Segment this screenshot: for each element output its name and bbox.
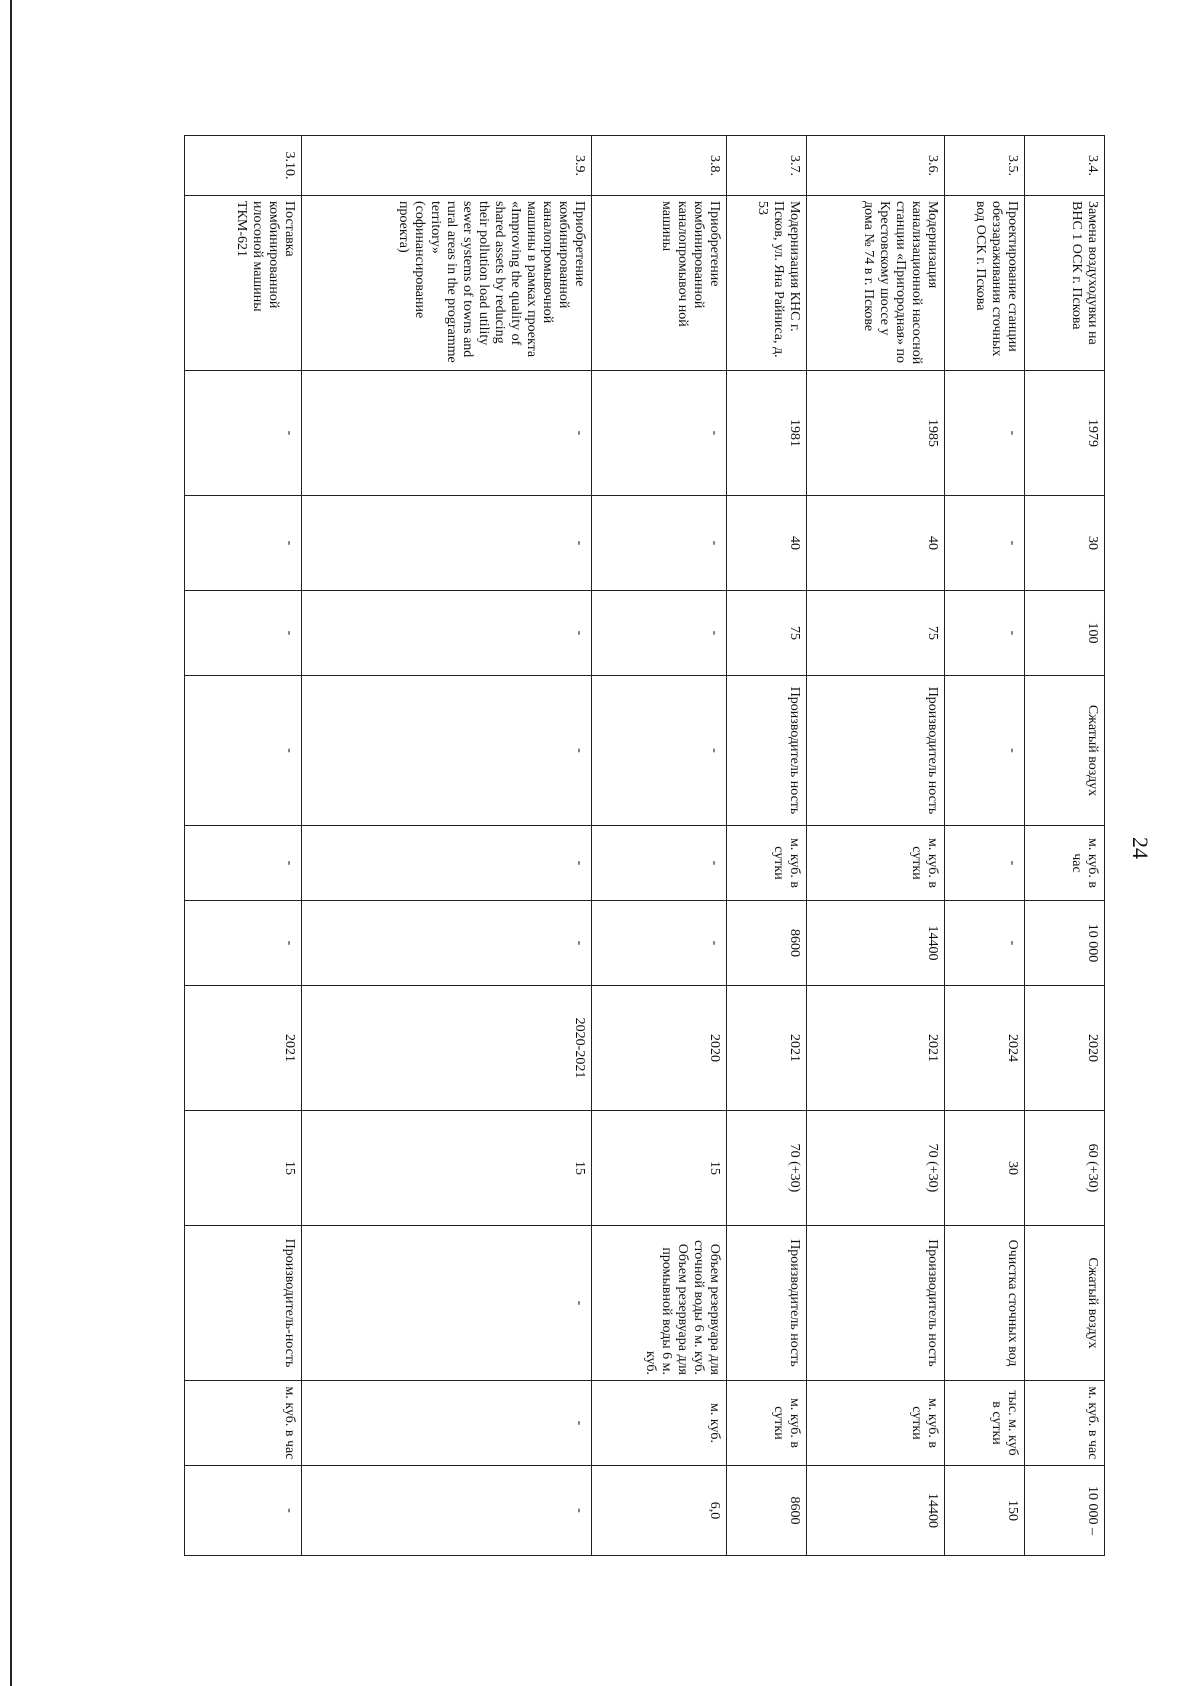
cell-no: 3.8.	[592, 136, 727, 196]
cell-val1: 10 000	[1025, 901, 1105, 986]
cell-param1: -	[185, 676, 302, 826]
cell-param2: Объем резервуара для сточной воды 6 м. куб. Объем резервуара для промывной воды 6 м. куб.	[592, 1226, 727, 1381]
cell-unit1: м. куб. в час	[1025, 826, 1105, 901]
cell-year: 1979	[1025, 371, 1105, 496]
cell-param2: Производитель ность	[807, 1226, 945, 1381]
page-number: 24	[1128, 837, 1153, 859]
cell-no: 3.4.	[1025, 136, 1105, 196]
cell-param1: -	[592, 676, 727, 826]
cell-val1: -	[592, 901, 727, 986]
table-row	[945, 136, 1025, 1556]
cell-val2: -	[185, 1466, 302, 1556]
cell-wear: 40	[727, 496, 807, 591]
cell-year: 1985	[807, 371, 945, 496]
table-body	[185, 136, 1105, 1556]
cell-c2: 70 (+30)	[727, 1111, 807, 1226]
cell-unit2: м. куб. в час	[1025, 1381, 1105, 1466]
cell-wear: 40	[807, 496, 945, 591]
cell-c1: -	[945, 591, 1025, 676]
cell-param2: Производитель-ность	[185, 1226, 302, 1381]
cell-period: 2020	[592, 986, 727, 1111]
cell-name: Приобретение комбинированной каналопромывочной машины в рамках проекта «Improving the quality of shared assets by reducing their pollution load utility sewer systems of towns and rural areas in the programme territory» (софинансирование проекта)	[302, 196, 592, 371]
cell-name: Замена воздуходувки на ВНС 1 ОСК г. Пскова	[1025, 196, 1105, 371]
cell-val2: 10 000 –	[1025, 1466, 1105, 1556]
cell-c1: 100	[1025, 591, 1105, 676]
cell-wear: -	[592, 496, 727, 591]
cell-c1: -	[185, 591, 302, 676]
cell-c2: 15	[592, 1111, 727, 1226]
cell-unit1: -	[945, 826, 1025, 901]
cell-unit1: м. куб. в сутки	[727, 826, 807, 901]
cell-val2: 6,0	[592, 1466, 727, 1556]
cell-param1: -	[945, 676, 1025, 826]
cell-val1: 14400	[807, 901, 945, 986]
cell-period: 2021	[185, 986, 302, 1111]
table-row	[185, 136, 302, 1556]
cell-no: 3.10.	[185, 136, 302, 196]
cell-unit2: м. куб.	[592, 1381, 727, 1466]
cell-unit2: м. куб. в сутки	[727, 1381, 807, 1466]
cell-unit2: м. куб. в сутки	[807, 1381, 945, 1466]
cell-c1: 75	[807, 591, 945, 676]
cell-period: 2024	[945, 986, 1025, 1111]
cell-unit2: тыс. м. куб в сутки	[945, 1381, 1025, 1466]
cell-val2: -	[302, 1466, 592, 1556]
cell-no: 3.7.	[727, 136, 807, 196]
table-row	[302, 136, 592, 1556]
table-row	[727, 136, 807, 1556]
measures-table	[184, 135, 1105, 1556]
table-row	[807, 136, 945, 1556]
cell-c2: 30	[945, 1111, 1025, 1226]
cell-name: Приобретение комбинированной каналопромывоч ной машины	[592, 196, 727, 371]
cell-val1: -	[302, 901, 592, 986]
cell-param1: Производитель ность	[807, 676, 945, 826]
cell-unit1: м. куб. в сутки	[807, 826, 945, 901]
cell-no: 3.6.	[807, 136, 945, 196]
cell-c1: 75	[727, 591, 807, 676]
cell-period: 2020-2021	[302, 986, 592, 1111]
cell-year: 1981	[727, 371, 807, 496]
cell-val2: 14400	[807, 1466, 945, 1556]
cell-unit1: -	[302, 826, 592, 901]
cell-period: 2021	[807, 986, 945, 1111]
cell-no: 3.9.	[302, 136, 592, 196]
cell-name: Модернизация КНС г. Псков, ул. Яна Райниса, д. 53	[727, 196, 807, 371]
cell-param1: -	[302, 676, 592, 826]
cell-param2: Сжатый воздух	[1025, 1226, 1105, 1381]
cell-val1: -	[945, 901, 1025, 986]
cell-unit2: м. куб. в час	[185, 1381, 302, 1466]
cell-unit1: -	[592, 826, 727, 901]
cell-year: -	[945, 371, 1025, 496]
cell-param1: Сжатый воздух	[1025, 676, 1105, 826]
cell-param1: Производитель ность	[727, 676, 807, 826]
table-row	[1025, 136, 1105, 1556]
cell-period: 2020	[1025, 986, 1105, 1111]
cell-c2: 70 (+30)	[807, 1111, 945, 1226]
cell-val2: 150	[945, 1466, 1025, 1556]
table-row	[592, 136, 727, 1556]
cell-wear: -	[185, 496, 302, 591]
cell-param2: Производитель ность	[727, 1226, 807, 1381]
cell-unit1: -	[185, 826, 302, 901]
cell-year: -	[302, 371, 592, 496]
cell-wear: -	[302, 496, 592, 591]
cell-year: -	[592, 371, 727, 496]
cell-c1: -	[592, 591, 727, 676]
cell-val2: 8600	[727, 1466, 807, 1556]
cell-val1: 8600	[727, 901, 807, 986]
cell-unit2: -	[302, 1381, 592, 1466]
cell-param2: -	[302, 1226, 592, 1381]
cell-val1: -	[185, 901, 302, 986]
rotated-table-frame	[185, 135, 1105, 1555]
cell-c2: 60 (+30)	[1025, 1111, 1105, 1226]
cell-wear: 30	[1025, 496, 1105, 591]
cell-no: 3.5.	[945, 136, 1025, 196]
cell-wear: -	[945, 496, 1025, 591]
cell-name: Модернизация канализационной насосной станции «Пригородная» по Крестовскому шоссе у дома № 74 в г. Пскове	[807, 196, 945, 371]
cell-param2: Очистка сточных вод	[945, 1226, 1025, 1381]
cell-year: -	[185, 371, 302, 496]
cell-name: Проектирование станции обеззараживания сточных вод ОСК г. Пскова	[945, 196, 1025, 371]
cell-c2: 15	[302, 1111, 592, 1226]
cell-name: Поставка комбинированной илосоной машины ТКМ-621	[185, 196, 302, 371]
cell-period: 2021	[727, 986, 807, 1111]
cell-c2: 15	[185, 1111, 302, 1226]
cell-c1: -	[302, 591, 592, 676]
